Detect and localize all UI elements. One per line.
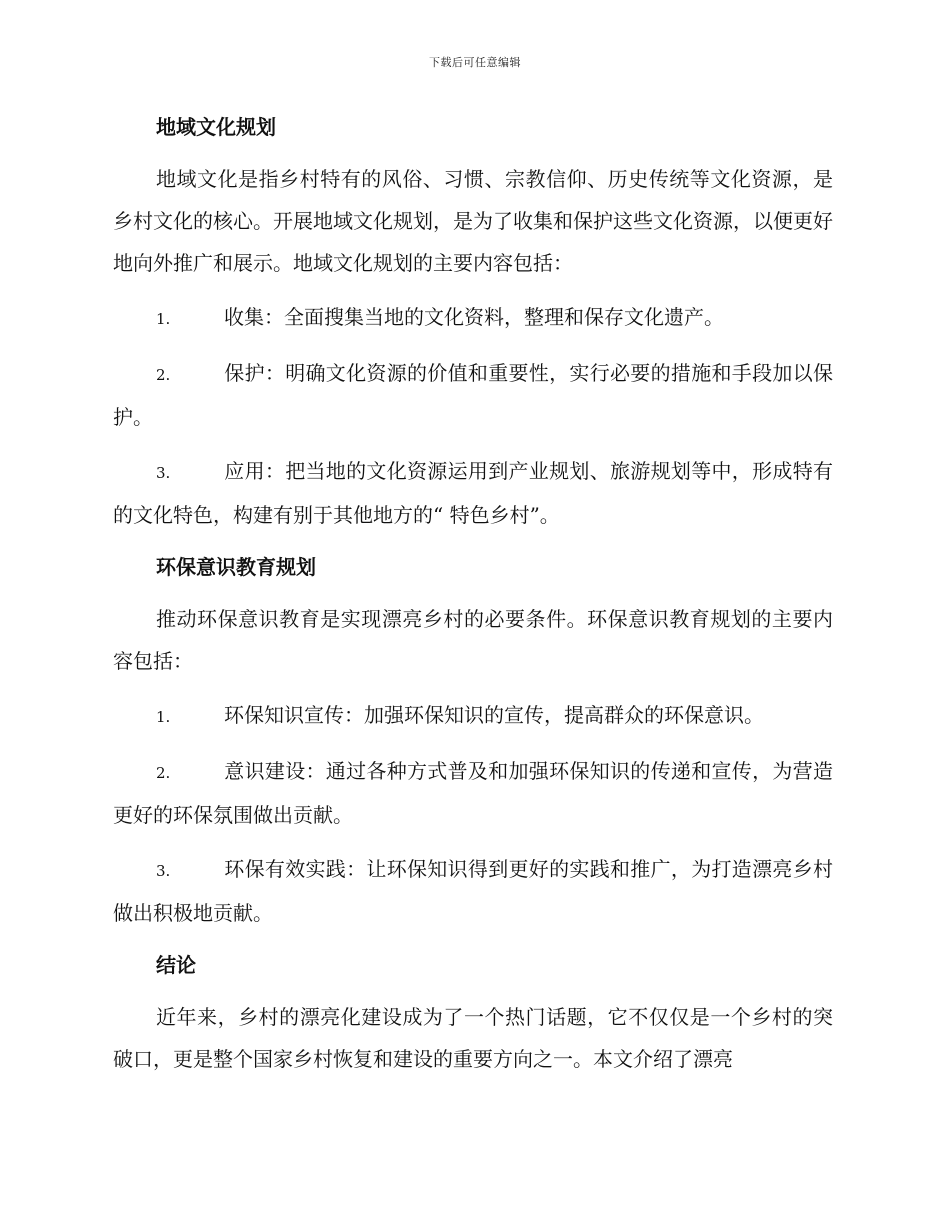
list-item-text: 环保知识宣传：加强环保知识的宣传，提高群众的环保意识。 [224,703,764,727]
list-item-text: 意识建设：通过各种方式普及和加强环保知识的传递和宣传，为营造更好的环保氛围做出贡献。 [113,759,833,827]
list-item [113,694,833,738]
list-item-text: 收集：全面搜集当地的文化资料，整理和保存文化遗产。 [224,305,724,329]
list-item [113,750,833,836]
list-number: 1. [156,310,171,328]
header-note: 下载后可任意编辑 [429,56,521,69]
list-item-text: 应用：把当地的文化资源运用到产业规划、旅游规划等中，形成特有的文化特色，构建有别于其他地方的“ 特色乡村”。 [113,459,833,527]
list-number: 2. [156,366,171,384]
list-item [113,296,833,340]
list-number: 1. [156,708,171,726]
section-intro-conclusion: 近年来，乡村的漂亮化建设成为了一个热门话题，它不仅仅是一个乡村的突破口，更是整个国家乡村恢复和建设的重要方向之一。本文介绍了漂亮 [113,1005,833,1071]
list-item [113,450,833,536]
document-body [113,108,833,1080]
list-number: 3. [156,464,171,482]
section-intro-regional-culture: 地域文化是指乡村特有的风俗、习惯、宗教信仰、历史传统等文化资源，是乡村文化的核心。开展地域文化规划，是为了收集和保护这些文化资源，以便更好地向外推广和展示。地域文化规划的主要内容包括： [113,167,833,275]
section-heading-regional-culture: 地域文化规划 [156,115,276,139]
list-number: 2. [156,764,171,782]
section-heading-environmental-education: 环保意识教育规划 [156,555,316,579]
list-number: 3. [156,862,171,880]
section-intro-environmental-education: 推动环保意识教育是实现漂亮乡村的必要条件。环保意识教育规划的主要内容包括： [113,607,833,673]
list-item-text: 环保有效实践：让环保知识得到更好的实践和推广，为打造漂亮乡村做出积极地贡献。 [113,857,833,925]
section-heading-conclusion: 结论 [156,953,196,977]
list-item [113,352,833,438]
list-item-text: 保护：明确文化资源的价值和重要性，实行必要的措施和手段加以保护。 [113,361,833,429]
list-item [113,848,833,934]
